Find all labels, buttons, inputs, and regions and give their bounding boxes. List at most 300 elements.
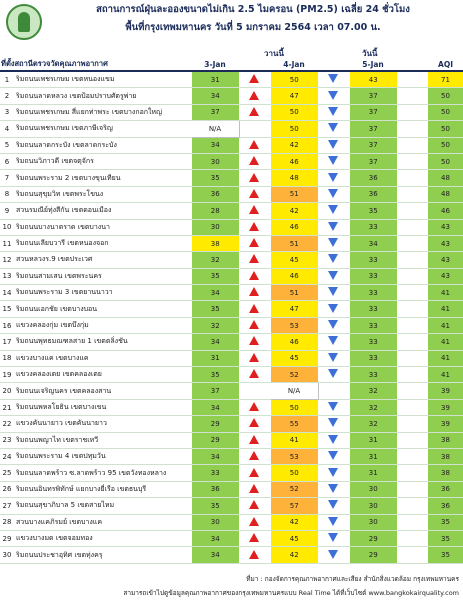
aqi-value: 38: [428, 448, 463, 464]
row-number: 30: [0, 547, 14, 563]
row-number: 21: [0, 399, 14, 415]
aqi-value: 36: [428, 481, 463, 497]
pm25-day1: 35: [191, 301, 239, 317]
triangle-down-icon: [328, 435, 338, 444]
triangle-down-icon: [328, 402, 338, 411]
trend-day2: [318, 547, 349, 563]
aqi-value: 50: [428, 121, 463, 137]
pm25-day1: 34: [191, 547, 239, 563]
pm25-day3: 33: [349, 350, 397, 366]
row-number: 25: [0, 465, 14, 481]
station-name: ริมถนนเพชรเกษม เขตหนองแขม: [14, 71, 191, 88]
today-label: วันนี้: [362, 49, 378, 58]
row-number: 23: [0, 432, 14, 448]
station-name: ริมถนนเจริญนคร เขตคลองสาน: [14, 383, 191, 399]
row-number: 17: [0, 334, 14, 350]
triangle-down-icon: [328, 189, 338, 198]
station-name: ริมถนนลาดกระบัง เขตลาดกระบัง: [14, 137, 191, 153]
table-row: [0, 170, 463, 186]
trend-day1: [239, 252, 270, 268]
trend-day1: [239, 88, 270, 104]
triangle-up-icon: [249, 353, 259, 362]
triangle-up-icon: [249, 402, 259, 411]
pm25-day3: 37: [349, 121, 397, 137]
pm25-day3: 32: [349, 416, 397, 432]
aqi-value: 39: [428, 383, 463, 399]
table-row: [0, 285, 463, 301]
triangle-down-icon: [328, 271, 338, 280]
triangle-up-icon: [249, 484, 259, 493]
triangle-up-icon: [249, 254, 259, 263]
pm25-day3: 33: [349, 317, 397, 333]
pm25-day2: 46: [270, 334, 318, 350]
trend-day1: [239, 530, 270, 546]
pm25-day2: 50: [270, 399, 318, 415]
triangle-down-icon: [328, 123, 338, 132]
pm25-day3: 29: [349, 547, 397, 563]
triangle-up-icon: [249, 304, 259, 313]
trend-day1: [239, 367, 270, 383]
aqi-value: 35: [428, 514, 463, 530]
pm25-day1: 37: [191, 383, 239, 399]
triangle-down-icon: [328, 320, 338, 329]
row-number: 15: [0, 301, 14, 317]
aqi-value: 48: [428, 186, 463, 202]
triangle-down-icon: [328, 517, 338, 526]
trend-day2: [318, 416, 349, 432]
aqi-value: 38: [428, 465, 463, 481]
trend-day2: [318, 285, 349, 301]
table-row: [0, 530, 463, 546]
row-number: 22: [0, 416, 14, 432]
pm25-day1: 30: [191, 219, 239, 235]
pm25-day2: 48: [270, 170, 318, 186]
table-row: [0, 514, 463, 530]
station-name: ริมถนนวิภาวดี เขตจตุจักร: [14, 153, 191, 169]
pm25-day3: 33: [349, 334, 397, 350]
trend-day2: [318, 219, 349, 235]
pm25-day2: 51: [270, 285, 318, 301]
triangle-up-icon: [249, 369, 259, 378]
pm25-day1: 29: [191, 432, 239, 448]
pm25-day1: 35: [191, 367, 239, 383]
row-number: 18: [0, 350, 14, 366]
trend-day2: [318, 88, 349, 104]
pm25-day3: 34: [349, 235, 397, 251]
pm25-day1: 29: [191, 416, 239, 432]
table-row: [0, 432, 463, 448]
pm25-day3: 32: [349, 383, 397, 399]
triangle-down-icon: [328, 140, 338, 149]
pm25-day1: 34: [191, 530, 239, 546]
trend-day1: [239, 350, 270, 366]
pm25-day1: 34: [191, 137, 239, 153]
row-number: 2: [0, 88, 14, 104]
trend-day2: [318, 465, 349, 481]
triangle-up-icon: [249, 533, 259, 542]
triangle-down-icon: [328, 156, 338, 165]
station-name: สวนหลวงร.9 เขตประเวศ: [14, 252, 191, 268]
table-row: [0, 235, 463, 251]
row-number: 12: [0, 252, 14, 268]
trend-day2: [318, 186, 349, 202]
source-note: ที่มา : กองจัดการคุณภาพอากาศและเสียง สำนักสิ่งแวดล้อม กรุงเทพมหานคร: [246, 575, 459, 583]
triangle-up-icon: [249, 435, 259, 444]
trend-day2: [318, 432, 349, 448]
station-name: ริมถนนสุขุมวิท เขตพระโขนง: [14, 186, 191, 202]
trend-day2: [318, 71, 349, 88]
triangle-down-icon: [328, 533, 338, 542]
trend-day2: [318, 383, 349, 399]
table-row: [0, 301, 463, 317]
triangle-up-icon: [249, 91, 259, 100]
pm25-day3: 31: [349, 448, 397, 464]
triangle-down-icon: [328, 500, 338, 509]
station-name: ริมถนนสุขาภิบาล 5 เขตสายไหม: [14, 498, 191, 514]
trend-day2: [318, 514, 349, 530]
pm25-day3: 33: [349, 301, 397, 317]
pm25-day3: 31: [349, 432, 397, 448]
table-row: [0, 71, 463, 88]
table-row: [0, 498, 463, 514]
triangle-up-icon: [249, 320, 259, 329]
pm25-day3: 32: [349, 399, 397, 415]
pm25-day2: 51: [270, 235, 318, 251]
row-number: 10: [0, 219, 14, 235]
row-number: 20: [0, 383, 14, 399]
trend-day1: [239, 547, 270, 563]
table-row: [0, 350, 463, 366]
row-number: 4: [0, 121, 14, 137]
aqi-value: 50: [428, 153, 463, 169]
row-number: 3: [0, 104, 14, 120]
trend-day2: [318, 235, 349, 251]
station-name: ริมถนนเลียบวารี เขตหนองจอก: [14, 235, 191, 251]
aqi-value: 35: [428, 547, 463, 563]
table-row: [0, 416, 463, 432]
aqi-value: 71: [428, 71, 463, 88]
trend-day2: [318, 399, 349, 415]
pm25-day1: 37: [191, 104, 239, 120]
trend-day2: [318, 104, 349, 120]
table-row: [0, 137, 463, 153]
triangle-up-icon: [249, 222, 259, 231]
row-number: 1: [0, 71, 14, 88]
trend-day1: [239, 448, 270, 464]
station-name: ริมถนนลาดหลวง เขตป้อมปราบศัตรูพ่าย: [14, 88, 191, 104]
pm25-day1: 36: [191, 481, 239, 497]
aqi-value: 50: [428, 137, 463, 153]
pm25-day1: 34: [191, 334, 239, 350]
pm25-day2: 45: [270, 530, 318, 546]
pm25-day2: 50: [270, 71, 318, 88]
station-name: สวนบางแคภิรมย์ เขตบางแค: [14, 514, 191, 530]
pm25-day3: 37: [349, 88, 397, 104]
table-row: [0, 334, 463, 350]
pm25-day1: 36: [191, 186, 239, 202]
pm25-day1: 34: [191, 285, 239, 301]
pm25-day1: 34: [191, 399, 239, 415]
station-name: ริมถนนเพชรเกษม สี่แยกท่าพระ เขตบางกอกใหญ่: [14, 104, 191, 120]
trend-day2: [318, 367, 349, 383]
row-number: 8: [0, 186, 14, 202]
triangle-down-icon: [328, 287, 338, 296]
pm25-day1: 31: [191, 350, 239, 366]
table-row: [0, 121, 463, 137]
station-name: แขวงบางมด เขตจอมทอง: [14, 530, 191, 546]
report-subtitle: พื้นที่กรุงเทพมหานคร วันที่ 5 มกราคม 2564 เวลา 07.00 น.: [125, 22, 381, 33]
aqi-value: 43: [428, 268, 463, 284]
triangle-down-icon: [328, 418, 338, 427]
trend-day2: [318, 170, 349, 186]
pm25-day3: 36: [349, 186, 397, 202]
yesterday-label: วานนี้: [264, 49, 284, 58]
triangle-down-icon: [328, 74, 338, 83]
table-row: [0, 547, 463, 563]
trend-day2: [318, 448, 349, 464]
trend-day1: [239, 104, 270, 120]
table-row: [0, 252, 463, 268]
pm25-day3: 43: [349, 71, 397, 88]
pm25-day2: 46: [270, 268, 318, 284]
trend-day2: [318, 350, 349, 366]
trend-day2: [318, 481, 349, 497]
triangle-up-icon: [249, 336, 259, 345]
pm25-day1: N/A: [191, 121, 239, 137]
pm25-day3: 36: [349, 170, 397, 186]
aqi-value: 39: [428, 399, 463, 415]
trend-day2: [318, 203, 349, 219]
pm25-day3: 30: [349, 481, 397, 497]
table-row: [0, 399, 463, 415]
column-header-day2: 4-Jan: [270, 58, 318, 71]
trend-day1: [239, 170, 270, 186]
pm25-day2: 47: [270, 88, 318, 104]
pm25-day2: 42: [270, 203, 318, 219]
triangle-down-icon: [328, 550, 338, 559]
triangle-up-icon: [249, 107, 259, 116]
trend-day1: [239, 465, 270, 481]
triangle-down-icon: [328, 468, 338, 477]
station-name: ริมถนนอินทรพิทักษ์ แยกบางยี่เรือ เขตธนบุรี: [14, 481, 191, 497]
aqi-value: 43: [428, 252, 463, 268]
pm25-day2: 45: [270, 350, 318, 366]
aqi-value: 38: [428, 432, 463, 448]
station-name: แขวงคลองกุ่ม เขตบึงกุ่ม: [14, 317, 191, 333]
aqi-value: 46: [428, 203, 463, 219]
table-row: [0, 104, 463, 120]
trend-day1: [239, 203, 270, 219]
pm25-day2: 51: [270, 186, 318, 202]
aqi-value: 50: [428, 88, 463, 104]
column-header-day3: 5-Jan: [349, 58, 397, 71]
column-header-day1: 3-Jan: [191, 58, 239, 71]
triangle-down-icon: [328, 336, 338, 345]
aqi-value: 50: [428, 104, 463, 120]
bma-seal-icon: [6, 4, 42, 40]
trend-day1: [239, 416, 270, 432]
trend-day2: [318, 252, 349, 268]
triangle-up-icon: [249, 451, 259, 460]
aqi-value: 48: [428, 170, 463, 186]
row-number: 19: [0, 367, 14, 383]
aqi-value: 36: [428, 498, 463, 514]
table-row: [0, 186, 463, 202]
row-number: 11: [0, 235, 14, 251]
trend-day1: [239, 481, 270, 497]
trend-day1: [239, 514, 270, 530]
triangle-up-icon: [249, 550, 259, 559]
triangle-up-icon: [249, 74, 259, 83]
pm25-day3: 33: [349, 367, 397, 383]
pm25-day3: 30: [349, 498, 397, 514]
trend-day2: [318, 153, 349, 169]
pm25-day2: 42: [270, 547, 318, 563]
row-number: 24: [0, 448, 14, 464]
station-name: แขวงคลองเตย เขตคลองเตย: [14, 367, 191, 383]
trend-day1: [239, 334, 270, 350]
triangle-up-icon: [249, 271, 259, 280]
aqi-value: 41: [428, 334, 463, 350]
station-name: สวนรมณีย์ทุ่งสีกัน เขตดอนเมือง: [14, 203, 191, 219]
trend-day1: [239, 399, 270, 415]
pm25-day2: N/A: [270, 383, 318, 399]
trend-day1: [239, 235, 270, 251]
pm25-day2: 57: [270, 498, 318, 514]
pm25-day1: 30: [191, 153, 239, 169]
triangle-down-icon: [328, 304, 338, 313]
triangle-down-icon: [328, 353, 338, 362]
triangle-down-icon: [328, 451, 338, 460]
table-row: [0, 367, 463, 383]
aqi-value: 41: [428, 301, 463, 317]
table-row: [0, 268, 463, 284]
pm25-day2: 41: [270, 432, 318, 448]
row-number: 5: [0, 137, 14, 153]
triangle-down-icon: [328, 91, 338, 100]
pm25-day1: 35: [191, 268, 239, 284]
row-number: 9: [0, 203, 14, 219]
station-name: ริมถนนสามเสน เขตพระนคร: [14, 268, 191, 284]
pm25-day1: 32: [191, 317, 239, 333]
row-number: 14: [0, 285, 14, 301]
triangle-down-icon: [328, 173, 338, 182]
pm25-day2: 53: [270, 317, 318, 333]
aqi-value: 41: [428, 285, 463, 301]
triangle-down-icon: [328, 484, 338, 493]
row-number: 6: [0, 153, 14, 169]
pm25-day3: 33: [349, 219, 397, 235]
triangle-up-icon: [249, 517, 259, 526]
station-name: ริมถนนพุทธมณฑลสาย 1 เขตตลิ่งชัน: [14, 334, 191, 350]
report-title: สถานการณ์ฝุ่นละอองขนาดไม่เกิน 2.5 ไมครอน (PM2.5) เฉลี่ย 24 ชั่วโมง: [96, 4, 410, 15]
aqi-value: 43: [428, 219, 463, 235]
pm25-day2: 52: [270, 481, 318, 497]
pm25-day2: 46: [270, 219, 318, 235]
trend-day1: [239, 301, 270, 317]
trend-day1: [239, 268, 270, 284]
row-number: 27: [0, 498, 14, 514]
pm25-day2: 46: [270, 153, 318, 169]
row-number: 16: [0, 317, 14, 333]
report-header: [0, 0, 463, 44]
triangle-up-icon: [249, 189, 259, 198]
triangle-up-icon: [249, 418, 259, 427]
row-number: 28: [0, 514, 14, 530]
pm25-day1: 28: [191, 203, 239, 219]
pm25-day3: 35: [349, 203, 397, 219]
trend-day1: [239, 153, 270, 169]
trend-day2: [318, 530, 349, 546]
row-number: 13: [0, 268, 14, 284]
station-name: ริมถนนลาดพร้าว ซ.ลาดพร้าว 95 เขตวังทองหลาง: [14, 465, 191, 481]
pm25-day3: 33: [349, 285, 397, 301]
row-number: 26: [0, 481, 14, 497]
triangle-up-icon: [249, 468, 259, 477]
pm25-day3: 31: [349, 465, 397, 481]
pm25-day1: 34: [191, 448, 239, 464]
triangle-down-icon: [328, 254, 338, 263]
pm25-day3: 37: [349, 104, 397, 120]
station-name: ริมถนนพญาไท เขตราชเทวี: [14, 432, 191, 448]
table-row: [0, 465, 463, 481]
pm25-day3: 30: [349, 514, 397, 530]
pm25-day2: 52: [270, 367, 318, 383]
station-name: ริมถนนพระราม 4 เขตปทุมวัน: [14, 448, 191, 464]
trend-day1: [239, 432, 270, 448]
trend-day1: [239, 219, 270, 235]
trend-day2: [318, 317, 349, 333]
station-name: แขวงบางแค เขตบางแค: [14, 350, 191, 366]
trend-day1: [239, 121, 270, 137]
pm25-day1: 34: [191, 88, 239, 104]
pm25-day1: 33: [191, 465, 239, 481]
pm25-day2: 50: [270, 104, 318, 120]
triangle-up-icon: [249, 205, 259, 214]
trend-day2: [318, 498, 349, 514]
table-row: [0, 448, 463, 464]
table-row: [0, 88, 463, 104]
website-note: สามารถเข้าไปดูข้อมูลคุณภาพอากาศของกรุงเทพมหานครแบบ Real Time ได้ที่เว็บไซต์ www.bangkokairquality.com: [123, 589, 459, 597]
triangle-up-icon: [249, 140, 259, 149]
triangle-up-icon: [249, 156, 259, 165]
table-row: [0, 219, 463, 235]
pm25-day2: 53: [270, 448, 318, 464]
station-name: ริมถนนบางนาตราด เขตบางนา: [14, 219, 191, 235]
aqi-value: 35: [428, 530, 463, 546]
table-row: [0, 481, 463, 497]
pm25-day3: 29: [349, 530, 397, 546]
station-name: ริมถนนเอกชัย เขตบางบอน: [14, 301, 191, 317]
pm25-day1: 35: [191, 170, 239, 186]
table-row: [0, 383, 463, 399]
pm25-day2: 45: [270, 252, 318, 268]
pm25-day2: 42: [270, 514, 318, 530]
trend-day1: [239, 71, 270, 88]
station-name: แขวงคันนายาว เขตคันนายาว: [14, 416, 191, 432]
pm25-day2: 50: [270, 121, 318, 137]
station-name: ริมถนนพระราม 2 เขตบางขุนเทียน: [14, 170, 191, 186]
trend-day2: [318, 121, 349, 137]
trend-day1: [239, 383, 270, 399]
table-header-row: [0, 58, 463, 71]
triangle-up-icon: [249, 173, 259, 182]
trend-day1: [239, 317, 270, 333]
pm25-day1: 35: [191, 498, 239, 514]
pm25-day3: 33: [349, 252, 397, 268]
station-name: ริมถนนเพชรเกษม เขตภาษีเจริญ: [14, 121, 191, 137]
station-name: ริมถนนพหลโยธิน เขตบางเขน: [14, 399, 191, 415]
